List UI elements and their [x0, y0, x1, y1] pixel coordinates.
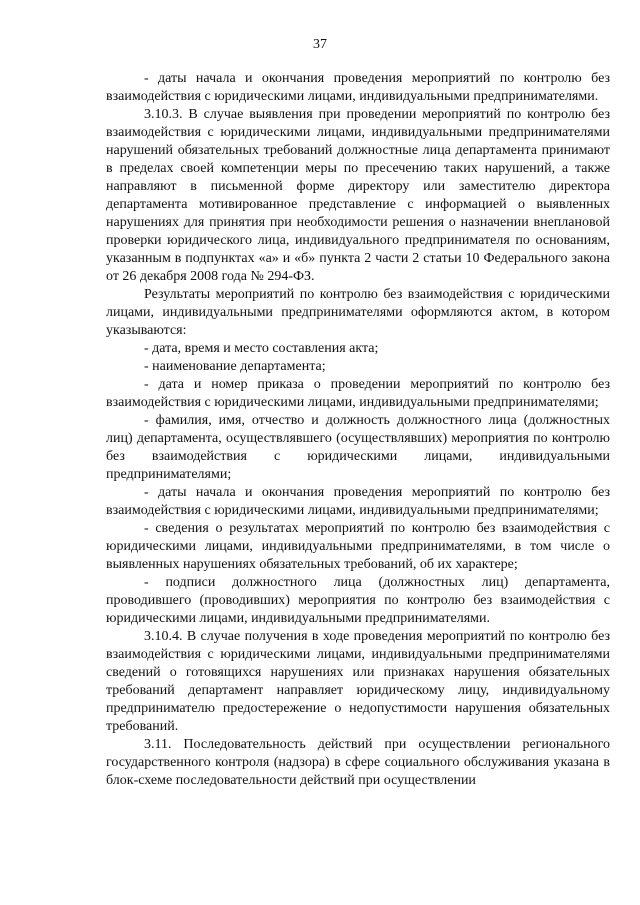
page-number: 37 — [313, 37, 327, 52]
document-body — [106, 70, 610, 790]
paragraph-dates-start-end-1: - даты начала и окончания проведения мероприятий по контролю без взаимодействия с юридическими лицами, индивидуальными предпринимателями. — [106, 71, 610, 104]
list-item-signatures: - подписи должностного лица (должностных лиц) департамента, проводившего (проводивших) мероприятия по контролю без взаимодействия с юридическими лицами, индивидуальными предпринимателями. — [106, 575, 610, 626]
list-item-department-name: - наименование департамента; — [144, 359, 326, 374]
list-item-act-date: - дата, время и место составления акта; — [144, 341, 379, 356]
paragraph-3-11: 3.11. Последовательность действий при осуществлении регионального государственного контроля (надзора) в сфере социального обслуживания указана в блок-схеме последовательности действий при осуществлении — [106, 737, 610, 788]
list-item-results-info: - сведения о результатах мероприятий по контролю без взаимодействия с юридическими лицами, индивидуальными предпринимателями, в том числе о выявленных нарушениях обязательных требований, об их характере; — [106, 521, 610, 572]
paragraph-results-act: Результаты мероприятий по контролю без взаимодействия с юридическими лицами, индивидуальными предпринимателями оформляются актом, в котором указываются: — [106, 287, 610, 338]
list-item-order-date-number: - дата и номер приказа о проведении мероприятий по контролю без взаимодействия с юридическими лицами, индивидуальными предпринимателями; — [106, 377, 610, 410]
paragraph-3-10-3: 3.10.3. В случае выявления при проведении мероприятий по контролю без взаимодействия с юридическими лицами, индивидуальными предпринимателями нарушений обязательных требований должностные лица департамента принимают в пределах своей компетенции меры по пресечению таких нарушений, а также направляют в письменной форме директору или заместителю директора департамента мотивированное представление с информацией о выявленных нарушениях для принятия при необходимости решения о назначении внеплановой проверки юридического лица, индивидуального предпринимателя по основаниям, указанным в подпунктах «а» и «б» пункта 2 части 2 статьи 10 Федерального закона от 26 декабря 2008 года № 294-ФЗ. — [106, 107, 610, 284]
paragraph-3-10-4: 3.10.4. В случае получения в ходе проведения мероприятий по контролю без взаимодействия с юридическими лицами, индивидуальными предпринимателями сведений о готовящихся нарушениях или признаках нарушения обязательных требований департамент направляет юридическому лицу, индивидуальному предпринимателю предостережение о недопустимости нарушения обязательных требований. — [106, 629, 610, 734]
list-item-official-names: - фамилия, имя, отчество и должность должностного лица (должностных лиц) департамента, осуществлявшего (осуществлявших) мероприятия по контролю без взаимодействия с юридическими лицами, индивидуальными предпринимателями; — [106, 413, 610, 482]
list-item-dates-start-end: - даты начала и окончания проведения мероприятий по контролю без взаимодействия с юридическими лицами, индивидуальными предпринимателями; — [106, 485, 610, 518]
